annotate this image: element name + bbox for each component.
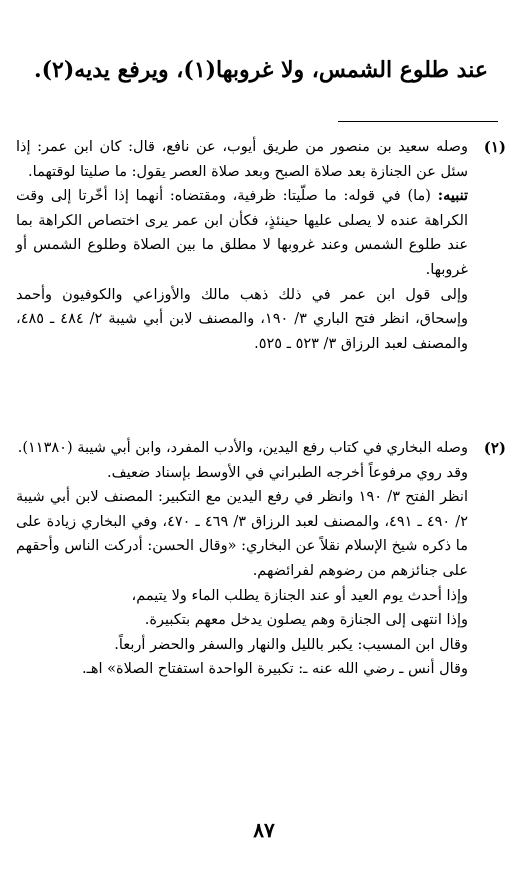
- paragraph-text: وقد روي مرفوعاً أخرجه الطبراني في الأوسط بإسناد ضعيف.: [106, 464, 468, 481]
- footnote-2: [16, 436, 506, 682]
- footnote-paragraph: [16, 184, 468, 282]
- paragraph-text: وصله البخاري في كتاب رفع اليدين، والأدب المفرد، وابن أبي شيبة (١١٣٨٠).: [17, 440, 468, 456]
- paragraph-text: انظر الفتح ٣/ ١٩٠ وانظر في رفع اليدين مع التكبير: المصنف لابن أبي شيبة ٢/ ٤٩٠ ـ ٤٩١، والمصنف لعبد الرزاق ٣/ ٤٦٩ ـ ٤٧٠، وفي البخاري زيادة على ما ذكره شيخ الإسلام نقلاً عن البخاري: «وقال الحسن: أدركت الناس وأحقهم على جنائزهم من رضوهم لفرائضهم.: [16, 489, 468, 579]
- footnote-marker: (١): [483, 138, 506, 156]
- paragraph-text: وقال ابن المسيب: يكبر بالليل والنهار والسفر والحضر أربعاً.: [114, 636, 468, 653]
- footnote-marker: (٢): [483, 439, 506, 457]
- page-number: ٨٧: [253, 818, 275, 842]
- footnote-paragraph: [16, 657, 468, 682]
- footnote-paragraph: [16, 436, 468, 461]
- footnote-paragraph: [16, 135, 468, 184]
- paragraph-text: وإذا انتهى إلى الجنازة وهم يصلون يدخل معهم بتكبيرة.: [144, 612, 468, 629]
- footnote-paragraph: [16, 485, 468, 583]
- paragraph-text: وصله سعيد بن منصور من طريق أيوب، عن نافع، قال: كان ابن عمر: إذا سئل عن الجنازة بعد صلاة الصبح وبعد صلاة العصر يقول: ما صليتا لوقتهما.: [16, 139, 468, 180]
- footnote-1: [16, 135, 506, 356]
- note-label: تنبيه:: [437, 187, 469, 205]
- footnote-body: [16, 135, 468, 356]
- main-text-line: عند طلوع الشمس، ولا غروبها(١)، ويرفع يديه(٢).: [33, 57, 488, 83]
- footnote-body: [16, 436, 468, 682]
- footnote-paragraph: [16, 461, 468, 486]
- footnote-separator: [338, 121, 498, 122]
- paragraph-text: وإلى قول ابن عمر في ذلك ذهب مالك والأوزاعي والكوفيون وأحمد وإسحاق، انظر فتح الباري ٣/ ١٩٠، والمصنف لابن أبي شيبة ٢/ ٤٨٤ ـ ٤٨٥، والمصنف لعبد الرزاق ٣/ ٥٢٣ ـ ٥٢٥.: [16, 286, 469, 352]
- footnote-paragraph: [16, 584, 468, 609]
- paragraph-text: وقال أنس ـ رضي الله عنه ـ: تكبيرة الواحدة استفتاح الصلاة» اهـ.: [82, 661, 468, 678]
- paragraph-text: (ما) في قوله: ما صلّيتا: ظرفية، ومقتضاه: أنهما إذا أخّرتا إلى وقت الكراهة عنده لا يصلى عليها حينئذٍ، فكأن ابن عمر يرى اختصاص الكراهة بما عند طلوع الشمس وعند غروبها لا مطلق ما بين الصلاة وطلوع الشمس أو غروبها.: [16, 188, 468, 278]
- footnote-paragraph: [16, 608, 468, 633]
- footnote-paragraph: [16, 283, 468, 357]
- paragraph-text: وإذا أحدث يوم العيد أو عند الجنازة يطلب الماء ولا يتيمم،: [131, 587, 468, 604]
- footnote-paragraph: [16, 633, 468, 658]
